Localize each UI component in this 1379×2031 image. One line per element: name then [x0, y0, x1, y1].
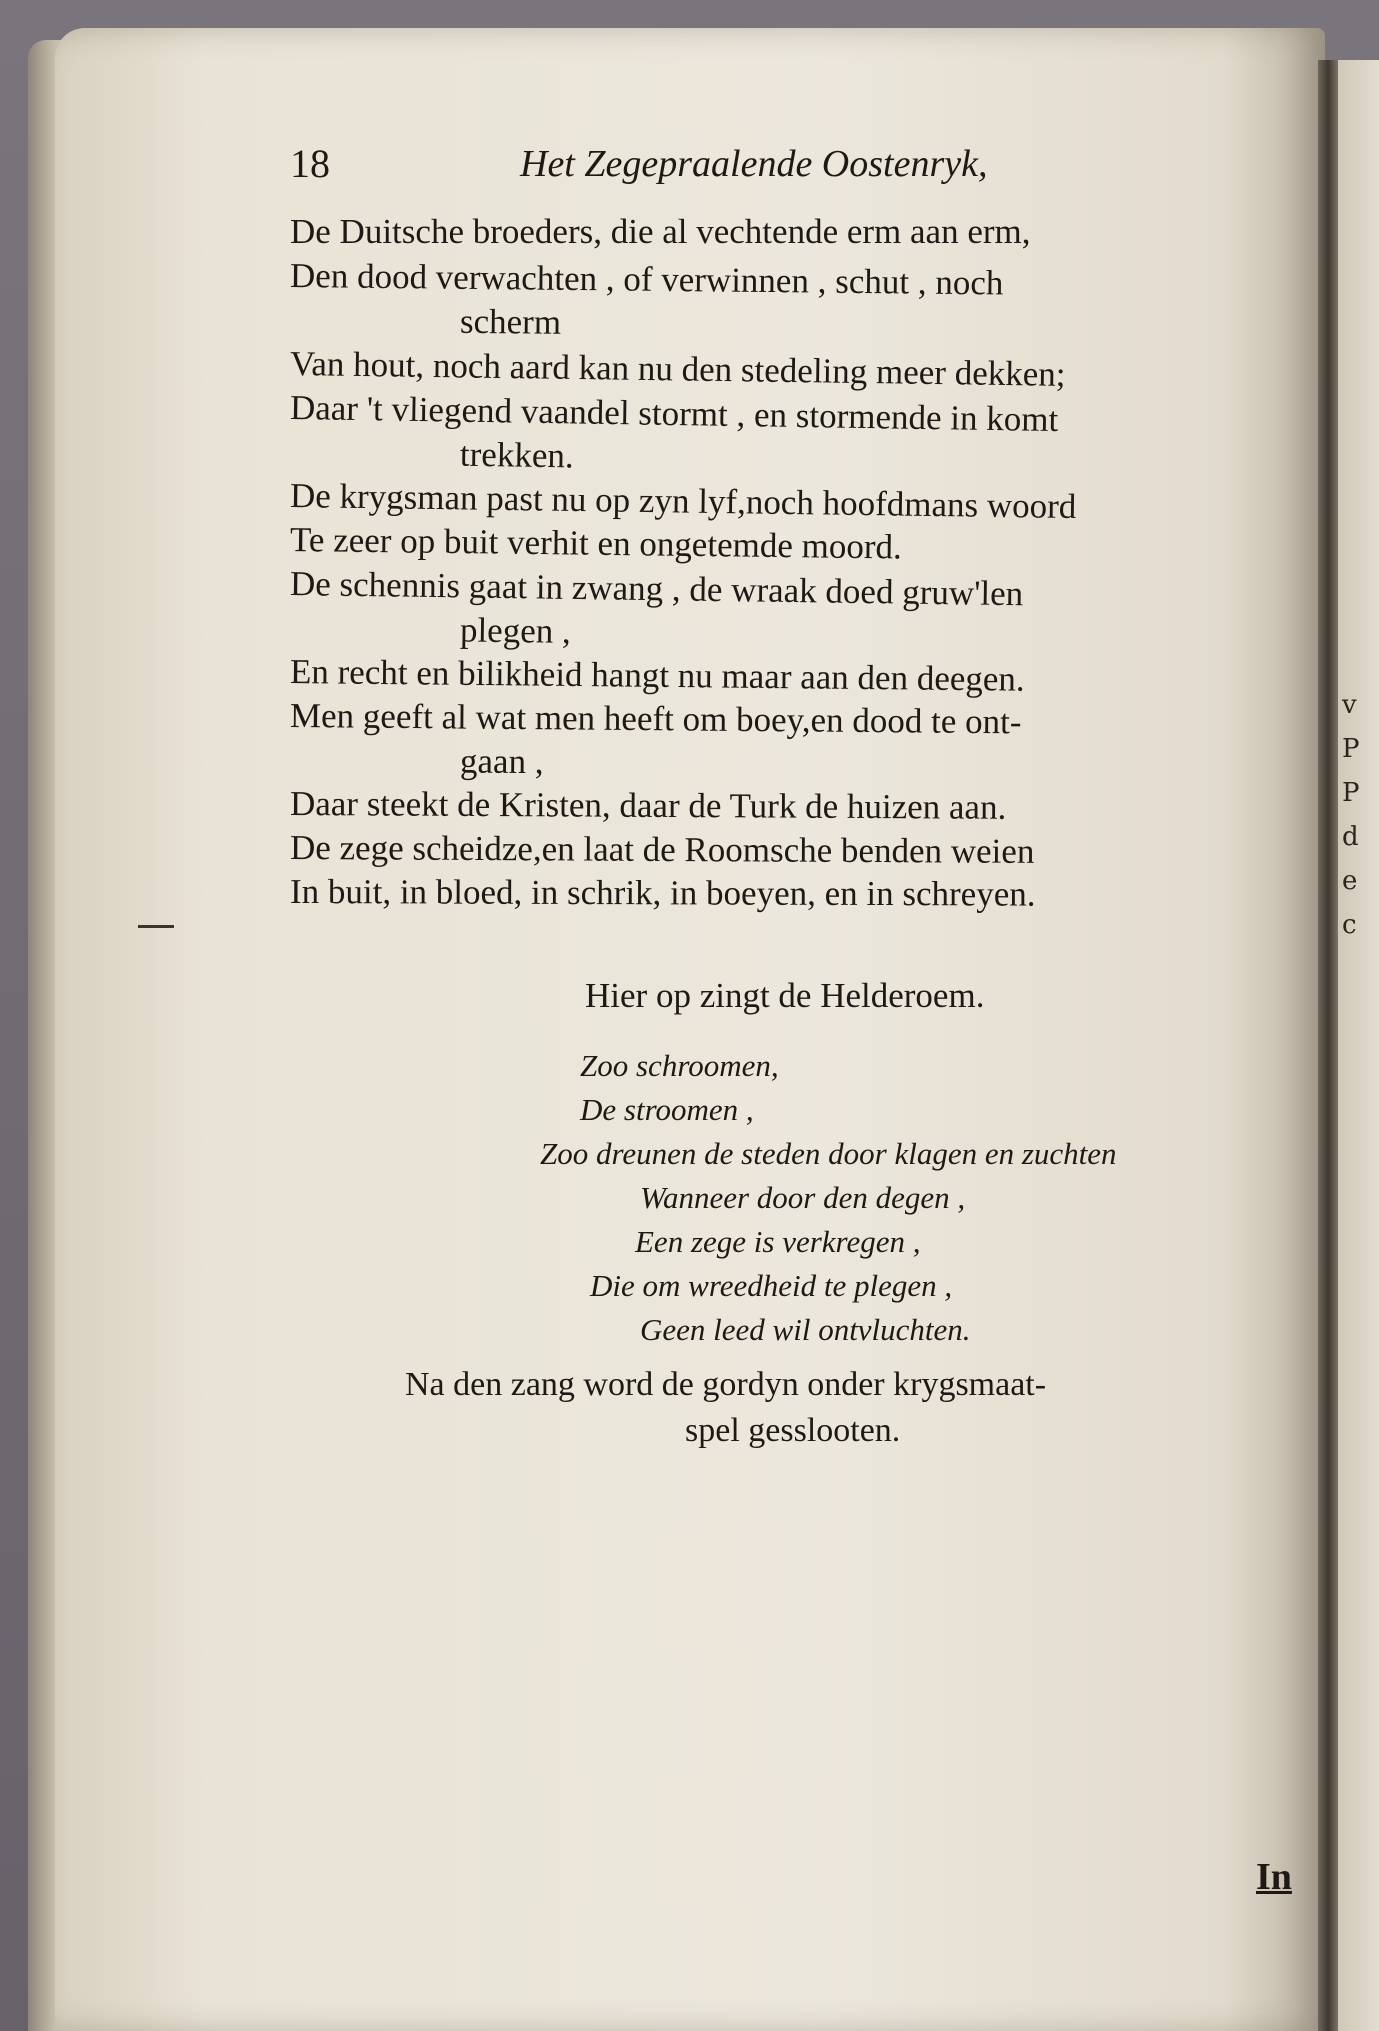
verse-line: Van hout, noch aard kan nu den stedeling meer dekken;: [289, 344, 1066, 394]
song-line: Zoo dreunen de steden door klagen en zuchten: [540, 1136, 1117, 1171]
page-number: 18: [290, 141, 330, 186]
stage-direction: [405, 1362, 1265, 1454]
next-page-fragment: d: [1342, 822, 1359, 852]
stage-direction-line: Na den zang word de gordyn onder krygsmaat-: [405, 1366, 1047, 1403]
margin-mark: [138, 925, 174, 928]
verse-line: Daar 't vliegend vaandel stormt , en stormende in komt: [289, 388, 1059, 440]
song-line: Die om wreedheid te plegen ,: [590, 1268, 953, 1303]
song-line: Geen leed wil ontvluchten.: [640, 1312, 971, 1347]
running-head: [290, 140, 1090, 200]
catchword: In: [1256, 1856, 1292, 1898]
next-page-edge: [1338, 60, 1379, 2031]
next-page-fragment: c: [1342, 910, 1357, 940]
verse-line: trekken.: [459, 434, 574, 476]
song-heading: Hier op zingt de Helderoem.: [585, 976, 985, 1015]
verse-line: De zege scheidze,en laat de Roomsche benden weien: [289, 828, 1035, 871]
verse-line: In buit, in bloed, in schrik, in boeyen, en in schreyen.: [289, 872, 1036, 914]
verse-line: De krygsman past nu op zyn lyf,noch hoofdmans woord: [289, 476, 1077, 526]
next-page-fragment: P: [1342, 778, 1360, 808]
book-gutter: [1318, 60, 1338, 2031]
verse-line: gaan ,: [459, 741, 544, 782]
verse-line: Te zeer op buit verhit en ongetemde moord.: [289, 520, 902, 567]
song-line: Een zege is verkregen ,: [635, 1224, 921, 1259]
verse-line: Den dood verwachten , of verwinnen , schut , noch: [289, 256, 1004, 303]
verse-line: Daar steekt de Kristen, daar de Turk de huizen aan.: [289, 784, 1007, 827]
verse-line: plegen ,: [459, 610, 572, 651]
song-line: Zoo schroomen,: [580, 1048, 779, 1083]
song-line: De stroomen ,: [580, 1092, 754, 1127]
stage-direction-line: spel gesslooten.: [685, 1412, 901, 1449]
song-line: Wanneer door den degen ,: [640, 1180, 966, 1215]
verse-line: De schennis gaat in zwang , de wraak doed gruw'len: [289, 564, 1024, 614]
running-title: Het Zegepraalende Oostenryk,: [520, 143, 988, 185]
verse-line: De Duitsche broeders, die al vechtende erm aan erm,: [290, 212, 1031, 251]
next-page-fragment: e: [1342, 866, 1358, 896]
next-page-fragment: v: [1342, 690, 1357, 720]
song-block: [500, 1044, 1117, 1352]
next-page-fragment: P: [1342, 734, 1360, 764]
verse-block: [290, 210, 1300, 914]
verse-line: scherm: [459, 301, 562, 342]
verse-line: Men geeft al wat men heeft om boey,en dood te ont-: [289, 696, 1022, 742]
verse-line: En recht en bilikheid hangt nu maar aan den deegen.: [289, 652, 1025, 699]
